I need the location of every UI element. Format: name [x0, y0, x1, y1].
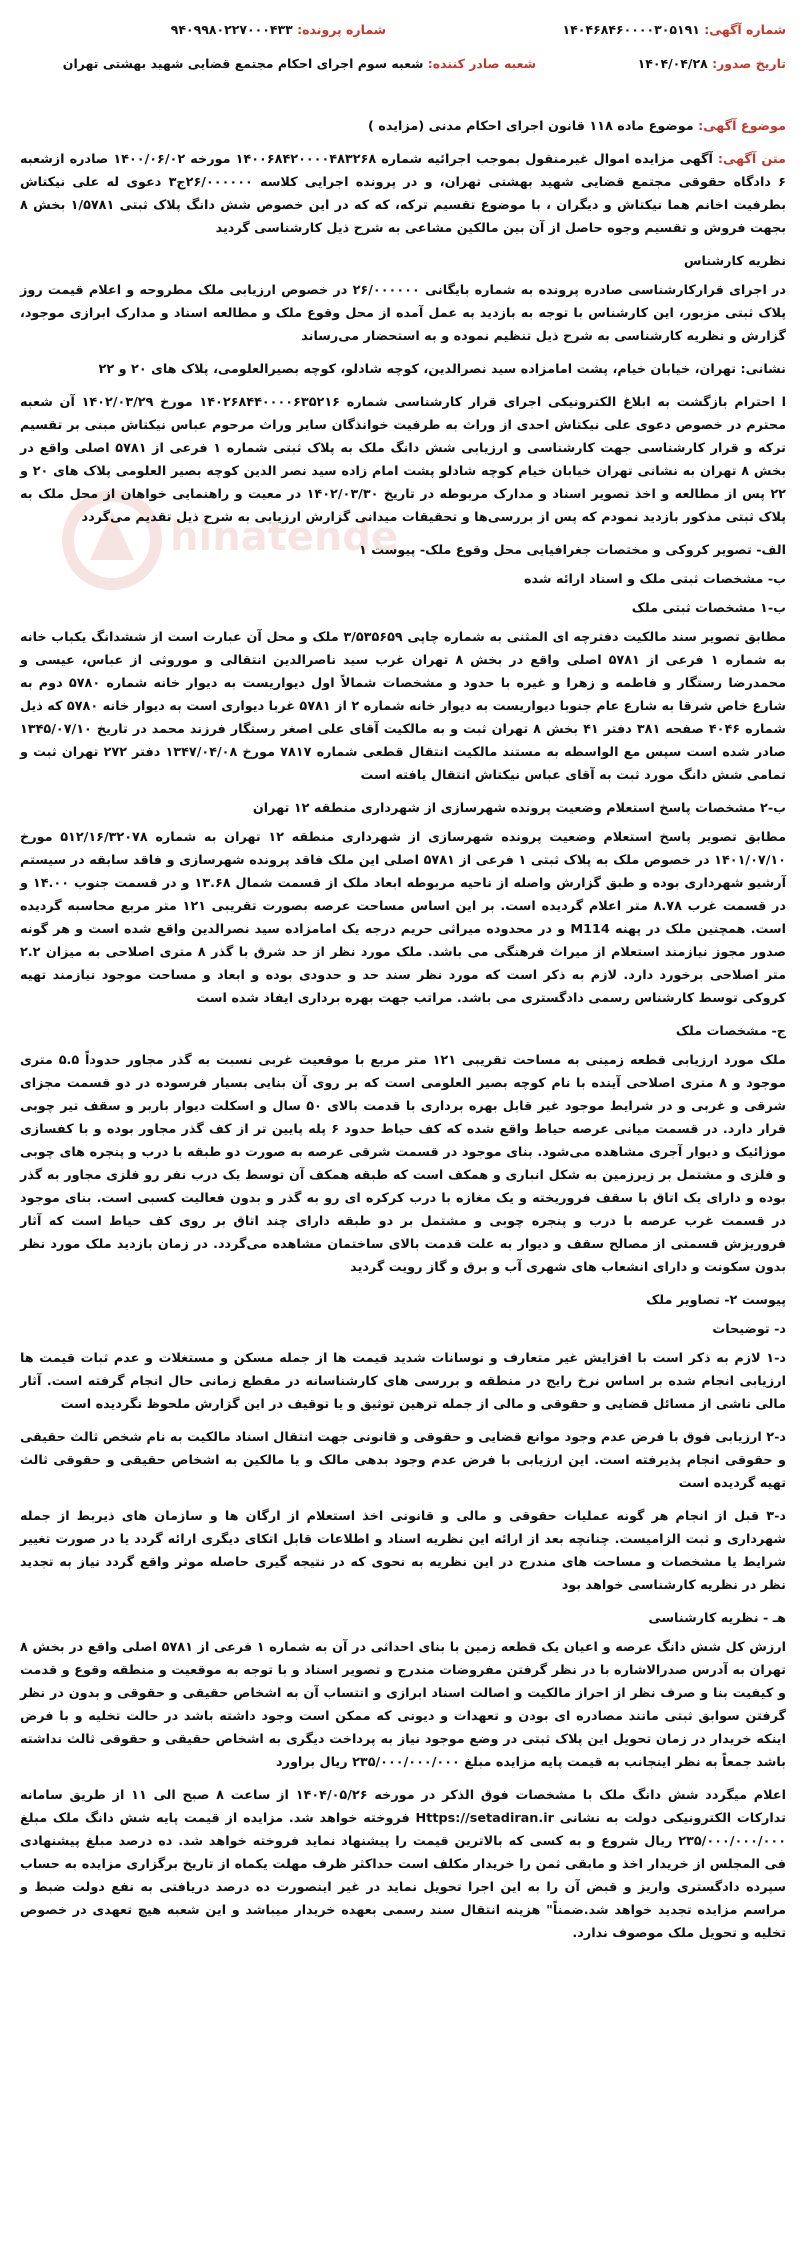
- issue-date-value: ۱۴۰۴/۰۴/۲۸: [637, 56, 708, 71]
- d1-text: د-۱ لازم به ذکر است با افزایش غیر متعارف و نوسانات شدید قیمت ها از جمله مسکن و مستغلات و عدم ثبات قیمت ها ارزیابی انجام شده بر اساس نرخ رایج در منطقه و بررسی های کارشناسانه در مقطع زمانی حال انجام گرفته است. آثار مالی ناشی از مسائل قضایی و حقوقی و مالی از جمله ترهین توثیق و یا توقیف در این گزارش ملحوظ نگردیده است: [20, 1351, 786, 1412]
- section-b: ب- مشخصات ثبتی ملک و اسناد ارائه شده: [523, 572, 786, 587]
- issuing-branch-label: شعبه صادر کننده:: [427, 56, 536, 71]
- opinion-heading: نظریه کارشناس: [683, 254, 786, 269]
- file-number-label: شماره پرونده:: [297, 22, 386, 37]
- c-text: ملک مورد ارزیابی قطعه زمینی به مساحت تقریبی ۱۲۱ متر مربع با موقعیت غربی نسبت به گذر مجاور حدوداً ۵.۵ متری موجود و ۸ متری اصلاحی آینده با نام کوچه بصیر العلومی است که بر روی آن بنایی بسیار فرسوده در دو قسمت مجزای شرقی و غربی و در شرایط موجود غیر قابل بهره برداری با قدمت بالای ۵۰ سال و اسکلت دیوار باربر و سقف تیر چوبی قرار دارد. در قسمت میانی عرصه حیاط واقع شده که کف حیاط حدود ۶ پله پایین تر از کف گذر مجاور بوده و با کفسازی موزائیک و دیوار آجری مشاهده می‌شود. بنای موجود در قسمت شرقی عرصه به صورت دو طبقه با درب و پنجره های چوبی و فلزی و مشتمل بر زیرزمین به شکل انباری و همکف است که طبقه همکف آن توسط یک درب نفر رو فلزی مجاور به گذر بوده و دارای یک اتاق با سقف فروریخته و یک مغازه با درب کرکره ای رو به گذر و بدون فعالیت کسبی است. بنای موجود در قسمت غرب عرصه با درب و پنجره چوبی و مشتمل بر دو طبقه دارای چند اتاق بر روی کف حیاط است که آثار فروریزش قسمتی از مصالح سقف و دیوار به علت قدمت بالای ساختمان مشاهده می‌گردد. در زمان بازدید ملک مورد نظر بدون سکونت و دارای انشعاب های شهری آب و برق و گاز رویت گردید: [20, 1053, 787, 1275]
- respect-paragraph: ا احترام بازگشت به ابلاغ الکترونیکی اجرای قرار کارشناسی شماره ۱۴۰۲۶۸۴۴۰۰۰۰۶۳۵۲۱۶ مورخ ۱۴۰۲/۰۳/۲۹ آن شعبه محترم در خصوص دعوی علی نیکتاش احدی از وراث به طرفیت خوانذگان سایر وراث مرحوم عباس نیکتاش مبنی بر تقسیم ترکه و قرار کارشناسی جهت کارشناسی و ارزیابی شش دانگ ملک به پلاک ثبتی شماره ۱ فرعی از ۵۷۸۱ اصلی واقع در بخش ۸ تهران به نشانی تهران خیابان خیام کوچه شادلو پشت امام زاده سید نصر الدین کوچه بصیر العلومی پلاک های ۲۰ و ۲۲ پس از مطالعه و اخذ تصویر اسناد و مدارک مربوطه در تاریخ ۱۴۰۲/۰۳/۳۰ در معیت و راهنمایی خواهان از محل ملک به پلاک ثبتی مذکور بازدید نمودم که پس از بررسی‌ها و تحقیقات میدانی گزارش ارزیابی به شرح ذیل تقدیم می‌گردد: [20, 395, 786, 525]
- section-a: الف- تصویر کروکی و مختصات جغرافیایی محل وقوع ملک- پیوست ۱: [358, 543, 786, 558]
- issuing-branch-value: شعبه سوم اجرای احکام مجتمع قضایی شهید بهشتی تهران: [62, 56, 424, 71]
- text-label: متن آگهی:: [717, 152, 786, 167]
- section-b1: ب-۱ مشخصات ثبتی ملک: [631, 601, 786, 616]
- announcement: اعلام میگردد شش دانگ ملک با مشخصات فوق الذکر در مورخه ۱۴۰۴/۰۵/۲۶ از ساعت ۸ صبح الی ۱۱ از طریق سامانه تدارکات الکترونیکی دولت به نشانی Https://setadiran.ir فروخته خواهد شد. مزایده از قیمت پایه شش دانگ ملک مبلغ ۲۳۵/۰۰۰/۰۰۰/۰۰۰ ریال شروع و به کسی که بالاترین قیمت را پیشنهاد نماید فروخته خواهد شد. ده درصد مبلغ پیشنهادی فی المجلس از خریدار اخذ و مابقی ثمن را خریدار مکلف است حداکثر ظرف مهلت یکماه از تاریخ برگزاری مزایده به حساب سپرده دادگستری واریز و قبض آن را به این اجرا تحویل نماید در غیر اینصورت ده درصد دریافتی به نفع دولت ضبط و مراسم مزایده تجدید خواهد شد.ضمناً" هزینه انتقال سند رسمی بعهده خریدار میباشد و این شعبه هیچ تعهدی در خصوص تخلیه و تحویل ملک موصوف ندارد.: [20, 1788, 787, 1941]
- section-b2: ب-۲ مشخصات پاسخ استعلام وضعیت پرونده شهرسازی از شهرداری منطقه ۱۲ تهران: [252, 801, 786, 816]
- e-text: ارزش کل شش دانگ عرصه و اعیان یک قطعه زمین با بنای احداثی در آن به شماره ۱ فرعی از ۵۷۸۱ اصلی واقع در بخش ۸ تهران به آدرس صدرالاشاره با در نظر گرفتن مفروضات مندرج و تصویر اسناد و با توجه به موقعیت و منطقه وقوع و قدمت و کیفیت بنا و صرف نظر از احراز مالکیت و اصالت اسناد ابرازی و انتساب آن به اشخاص حقیقی و حقوقی و بدون در نظر گرفتن سوابق ثبتی مانند مصادره ای بودن و تعهدات و دیونی که ممکن است وجود داشته باشد در حالت تخلیه و با فرض اینکه خریدار در زمان تحویل این پلاک ثبتی در وضع موجود نیاز به پرداخت دیگری به اشخاص حقیقی و حقوقی ثالث نداشته باشد جمعاً به نظر اینجانب به قیمت پایه مزایده مبلغ ۲۳۵/۰۰۰/۰۰۰/۰۰۰ ریال براورد: [20, 1640, 787, 1770]
- subject-text: موضوع ماده ۱۱۸ قانون اجرای احکام مدنی (مزایده ): [368, 119, 694, 134]
- section-c: ج- مشخصات ملک: [675, 1024, 786, 1039]
- file-number-value: ۹۴۰۹۹۸۰۲۲۷۰۰۰۴۳۳: [170, 22, 293, 37]
- d2-text: د-۲ ارزیابی فوق با فرض عدم وجود موانع قضایی و حقوقی و قانونی جهت انتقال اسناد مالکیت به نام شخص ثالث حقیقی و حقوقی انجام پذیرفته است. این ارزیابی با فرض عدم وجود بدهی مالک و یا مالکین به اشخاص حقیقی و حقوقی ثالث تهیه گردیده است: [20, 1430, 786, 1491]
- issue-date-label: تاریخ صدور:: [712, 56, 786, 71]
- address: نشانی: تهران، خیابان خیام، پشت امامزاده سید نصرالدین، کوچه شادلو، کوچه بصیرالعلومی، پلاک های ۲۰ و ۲۲: [98, 362, 786, 377]
- subject: [20, 115, 786, 138]
- ad-number: [563, 22, 786, 37]
- intro-paragraph: [20, 148, 786, 240]
- ad-number-value: ۱۴۰۴۶۸۴۶۰۰۰۰۳۰۵۱۹۱: [562, 22, 700, 37]
- ad-content: [20, 115, 786, 1955]
- b1-text: مطابق تصویر سند مالکیت دفترچه ای المثنی به شماره چاپی ۳/۵۳۵۶۵۹ ملک و محل آن عبارت است از ششدانگ یکباب خانه به شماره ۱ فرعی از ۵۷۸۱ اصلی واقع در بخش ۸ تهران غرب سید ناصرالدین انتقالی و موروثی از عباس، عیسی و محمدرضا رستگار و فاطمه و زهرا و غیره با حدود و مشخصات شمالاً اول دیواریست به دیوار خانه شماره ۵۷۸۰ دوم به شارع خاص شرقا به شارع عام جنوبا دیواریست به دیوار خانه شماره ۲ از ۵۷۸۱ غربا دیواری است به دیوار خانه ۵۷۸۰ که ذیل شماره ۴۰۴۶ صفحه ۳۸۱ دفتر ۴۱ بخش ۸ تهران ثبت و به مالکیت آقای علی اصغر رستگار فرزند محمد در تاریخ ۱۳۴۵/۰۷/۱۰ صادر شده است سپس مع الواسطه به مستند مالکیت انتقال قطعی شماره ۷۸۱۷ مورخ ۱۳۴۷/۰۴/۰۸ دفتر ۲۷۲ تهران ثبت و تمامی شش دانگ مورد ثبت به آقای عباس نیکتاش انتقال یافته است: [20, 630, 787, 783]
- section-d: د- توضیحات: [712, 1322, 786, 1337]
- watermark-text: hinatende: [170, 514, 399, 560]
- header: [20, 22, 786, 92]
- issuing-branch: [63, 56, 536, 71]
- issue-date: [638, 56, 786, 71]
- subject-label: موضوع آگهی:: [698, 119, 786, 134]
- section-e: هـ - نظریه کارشناسی: [648, 1611, 786, 1626]
- file-number: [171, 22, 386, 37]
- opinion-intro: در اجرای قرارکارشناسی صادره پرونده به شماره بایگانی ۲۶/۰۰۰۰۰۰ در خصوص ارزیابی ملک مطروحه و اعلام قیمت روز پلاک ثبتی مزبور، این کارشناس با توجه به بازدید به عمل آمده از محل وقوع ملک و مطالعه اسناد و مدارک ابرازی موجود، گزارش و نظریه کارشناسی به شرح ذیل تنظیم نموده و به استحضار می‌رساند: [20, 283, 786, 344]
- attachment-2: پیوست ۲- تصاویر ملک: [646, 1293, 786, 1308]
- intro-text: آگهی مزایده اموال غیرمنقول بموجب اجرائیه شماره ۱۴۰۰۶۸۴۲۰۰۰۰۴۸۳۲۶۸ مورخه ۱۴۰۰/۰۶/۰۲ صادره ازشعبه ۶ دادگاه حقوقی مجتمع قضایی شهید بهشتی تهران، و در پرونده اجرایی کلاسه ۲۶/۰۰۰۰۰۰ج۳ دعوی له علی نیکتاش بطرفیت اخانم هما نیکتاش و دیگران ، با موضوع تقسیم ترکه، که که در این خصوص شش دانگ پلاک ثبتی ۱/۵۷۸۱ بخش ۸ بجهت فروش و تقسیم وجوه حاصل از آن بین مالکین مشاعی به شرح ذیل کارشناسی گردید: [20, 152, 786, 236]
- d3-text: د-۳ قبل از انجام هر گونه عملیات حقوقی و مالی و قانونی اخذ استعلام از ارگان ها و سازمان های ذیربط از جمله شهرداری و ثبت الزامیست. چنانچه بعد از ارائه این نظریه اسناد و اطلاعات قابل اتکای دیگری ارائه گردد یا در صورت تغییر شرایط یا مشخصات و مساحت های مندرج در این نظریه به نحوی که در نتیجه گیری حاصله موثر واقع گردد نیاز به تجدید نظر در نظریه کارشناسی خواهد بود: [20, 1509, 786, 1593]
- b2-text: مطابق تصویر پاسخ استعلام وضعیت پرونده شهرسازی از شهرداری منطقه ۱۲ تهران به شماره ۵۱۲/۱۶/۳۲۰۷۸ مورخ ۱۴۰۱/۰۷/۱۰ در خصوص ملک به پلاک ثبتی ۱ فرعی از ۵۷۸۱ اصلی این ملک فاقد پرونده شهرسازی و فاقد سابقه در سیستم آرشیو شهرداری بوده و طبق گزارش واصله از ناحیه مربوطه ابعاد ملک از قسمت شمال ۱۳.۶۸ و در قسمت جنوب ۱۴.۰۰ و در قسمت غرب ۸.۷۸ متر اعلام گردیده است. بر این اساس مساحت عرصه بصورت تقریبی ۱۲۱ متر مربع محاسبه گردیده است. همچنین ملک در پهنه M114 و در محدوده میراثی حریم درجه یک امامزاده سید نصرالدین واقع شده است و هر گونه صدور مجوز نیازمند استعلام از میراث فرهنگی می باشد. ملک مورد نظر از حد شرق با گذر ۸ متری اصلاحی به میزان ۲.۲ متر اصلاحی برخورد دارد. لازم به ذکر است که مورد نظر سند حد و حدودی بوده و ابعاد و مساحت موجود نیازمند تهیه کروکی توسط کارشناس رسمی دادگستری می باشد. مراتب جهت بهره برداری ایفاد شده است: [20, 830, 787, 1006]
- ad-number-label: شماره آگهی:: [704, 22, 786, 37]
